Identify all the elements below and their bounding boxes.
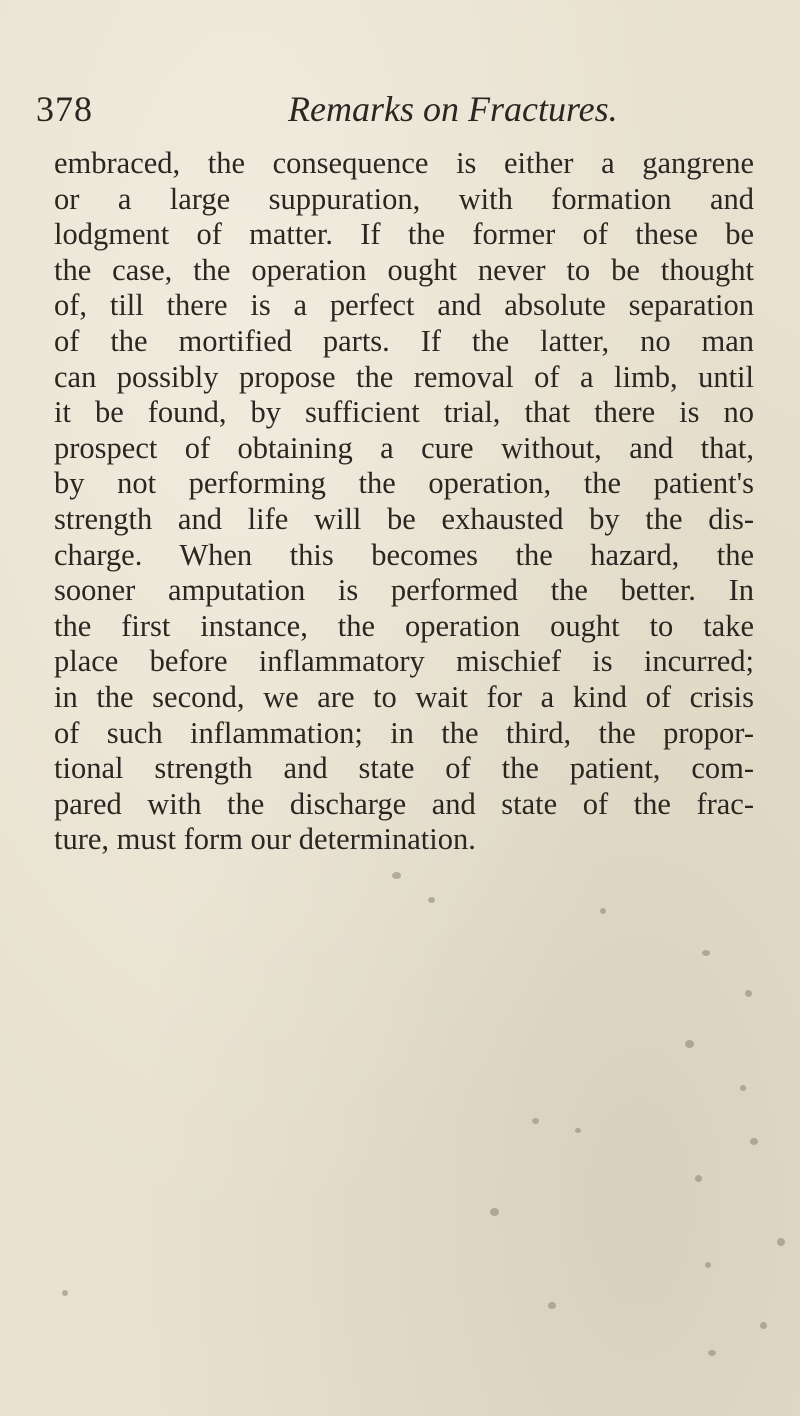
foxing-speck <box>428 897 435 903</box>
text-line: it be found, by sufficient trial, that there is no <box>54 395 754 430</box>
body-paragraph <box>54 146 754 858</box>
foxing-speck <box>685 1040 694 1048</box>
foxing-speck <box>745 990 752 997</box>
foxing-speck <box>760 1322 767 1329</box>
foxing-speck <box>548 1302 556 1309</box>
text-line: the first instance, the operation ought to take <box>54 608 754 643</box>
foxing-speck <box>600 908 606 914</box>
text-line: tional strength and state of the patient, com- <box>54 751 754 786</box>
text-line: in the second, we are to wait for a kind of crisis <box>54 679 754 714</box>
text-line: ture, must form our determination. <box>54 822 476 857</box>
foxing-speck <box>392 872 401 879</box>
foxing-speck <box>777 1238 785 1246</box>
foxing-speck <box>62 1290 68 1296</box>
page-number: 378 <box>36 89 93 129</box>
text-line: the case, the operation ought never to be thought <box>54 252 754 287</box>
text-line: place before inflammatory mischief is incurred; <box>54 644 754 679</box>
foxing-speck <box>708 1350 716 1356</box>
foxing-speck <box>575 1128 581 1133</box>
text-line: can possibly propose the removal of a limb, until <box>54 359 754 394</box>
foxing-speck <box>490 1208 499 1216</box>
text-line: prospect of obtaining a cure without, and that, <box>54 430 754 465</box>
text-line: of, till there is a perfect and absolute separation <box>54 288 754 323</box>
text-line: charge. When this becomes the hazard, the <box>54 537 754 572</box>
foxing-speck <box>532 1118 539 1124</box>
text-line: of such inflammation; in the third, the propor- <box>54 715 754 750</box>
text-line: embraced, the consequence is either a gangrene <box>54 146 754 180</box>
text-line: sooner amputation is performed the better. In <box>54 573 754 608</box>
foxing-speck <box>750 1138 758 1145</box>
text-line: of the mortified parts. If the latter, no man <box>54 323 754 358</box>
running-head: Remarks on Fractures. <box>288 89 618 129</box>
text-line: strength and life will be exhausted by the dis- <box>54 501 754 536</box>
foxing-speck <box>695 1175 702 1182</box>
page-header <box>0 88 800 132</box>
text-line: or a large suppuration, with formation and <box>54 181 754 216</box>
text-line: pared with the discharge and state of the frac- <box>54 786 754 821</box>
foxing-speck <box>702 950 710 956</box>
text-line: lodgment of matter. If the former of these be <box>54 217 754 252</box>
text-line: by not performing the operation, the patient's <box>54 466 754 501</box>
foxing-speck <box>740 1085 746 1091</box>
foxing-speck <box>705 1262 711 1268</box>
